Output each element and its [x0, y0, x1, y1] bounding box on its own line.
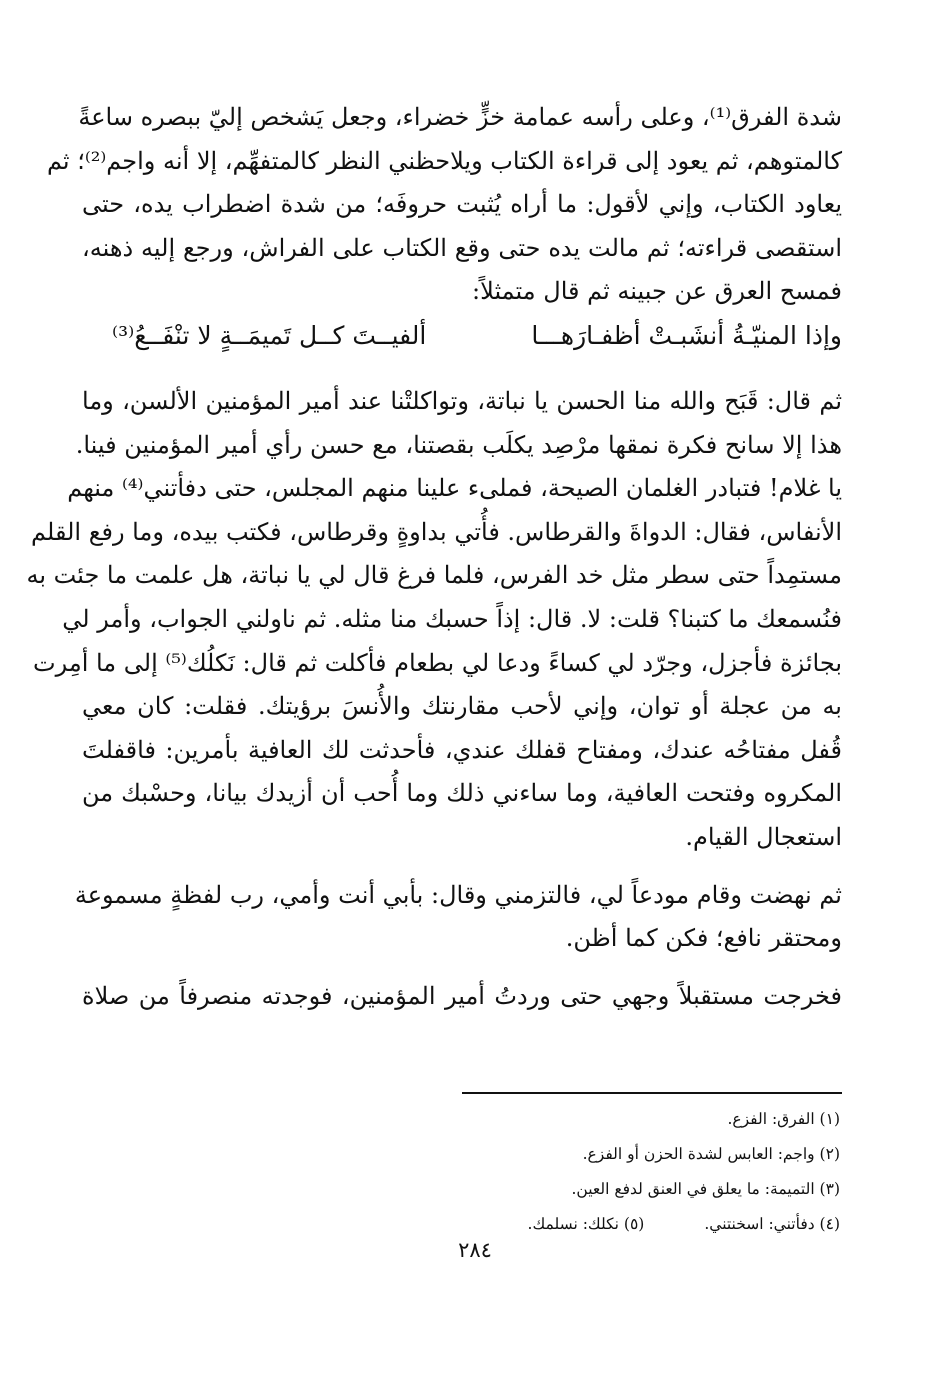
main-text	[26, 96, 842, 1018]
footnote-4: (٤) دفأتني: اسخنتني.	[704, 1215, 840, 1233]
text-line: ومحتقر نافع؛ فكن كما أظن.	[565, 924, 842, 953]
paragraph-3	[74, 874, 842, 961]
paragraph-1	[46, 96, 842, 314]
paragraph-4	[82, 975, 842, 1019]
text-line: قُفل مفتاحُه عندك، ومفتاح قفلك عندي، فأحدثت لك العافية بأمرين: فاقفلتَ	[82, 735, 842, 764]
text-line: شدة الفرق⁽¹⁾، وعلى رأسه عمامة خزٍّ خضراء، وجعل يَشخص إليّ ببصره ساعةً	[78, 103, 842, 131]
footnote-5: (٥) نكلك: نسلمك.	[527, 1215, 645, 1233]
footnote-row	[380, 1207, 840, 1242]
footnotes	[380, 1102, 840, 1242]
text-line: استقصى قراءته؛ ثم مالت يده حتى وقع الكتاب على الفراش، ورجع إليه ذهنه،	[82, 233, 842, 262]
text-line: الأنفاس، فقال: الدواةَ والقرطاس. فأُتي بداوةٍ وقرطاس، فكتب بيده، وما رفع القلم	[31, 517, 842, 546]
text-line: استعجال القيام.	[685, 822, 842, 851]
footnote-divider	[462, 1092, 842, 1094]
text-line: يا غلام! فتبادر الغلمان الصيحة، فملىء علينا منهم المجلس، حتى دفأتني⁽⁴⁾ منهم	[67, 474, 842, 503]
text-line: هذا إلا سانح فكرة نمقها مرْصِد يكلَب بقصتنا، مع حسن رأي أمير المؤمنين فينا.	[75, 430, 842, 459]
poem-hemistich-second: ألفيــتَ كــل تَميمَــةٍ لا تنْفَــعُ⁽³⁾	[112, 320, 427, 350]
text-line: ثم قال: قَبَح والله منا الحسن يا نباتة، وتواكلتْنا عند أمير المؤمنين الألسن، وما	[82, 386, 842, 415]
text-line: بجائزة فأجزل، وجرّد لي كساءً ودعا لي بطعام فأكلت ثم قال: نَكلُك⁽⁵⁾ إلى ما أمِرت	[33, 648, 842, 677]
text-line: فخرجت مستقبلاً وجهي حتى وردتُ أمير المؤمنين، فوجدته منصرفاً من صلاة	[82, 981, 842, 1010]
text-line: به من عجلة أو توان، وإني لأحب مقارنتك والأُنسَ برؤيتك. فقلت: كان معي	[82, 692, 842, 721]
text-line: مستمِداً حتى سطر مثل خد الفرس، فلما فرغ قال لي يا نباتة، هل علمت ما جئت به	[26, 561, 842, 590]
text-line: يعاود الكتاب، وإني لأقول: ما أراه يُثبت حروفَه؛ من شدة اضطراب يده، حتى	[82, 190, 842, 219]
paragraph-2	[26, 380, 842, 860]
text-line: فنُسمعك ما كتبنا؟ قلت: لا. قال: إذاً حسبك منا مثله. ثم ناولني الجواب، وأمر لي	[62, 604, 842, 633]
footnote-2: (٢) واجم: العابس لشدة الحزن أو الفزع.	[582, 1145, 840, 1163]
poem-hemistich-first: وإذا المنيّـةُ أنشَبـتْ أظفـارَهـــا	[531, 320, 842, 350]
text-line: ثم نهضت وقام مودعاً لي، فالتزمني وقال: بأبي أنت وأمي، رب لفظةٍ مسموعة	[74, 880, 842, 909]
text-line: المكروه وفتحت العافية، وما ساءني ذلك وما أُحب أن أزيدك بيانا، وحسْبك من	[82, 779, 842, 808]
text-line: فمسح العرق عن جبينه ثم قال متمثلاً:	[472, 277, 842, 306]
footnote-1: (١) الفرق: الفزع.	[727, 1110, 840, 1128]
page-number: ٢٨٤	[458, 1238, 492, 1262]
footnote-3: (٣) التميمة: ما يعلق في العنق لدفع العين.	[571, 1180, 840, 1198]
text-line: كالمتوهم، ثم يعود إلى قراءة الكتاب ويلاحظني النظر كالمتفهِّم، إلا أنه واجم⁽²⁾؛ ثم	[46, 146, 842, 175]
poem-verse	[82, 314, 842, 358]
